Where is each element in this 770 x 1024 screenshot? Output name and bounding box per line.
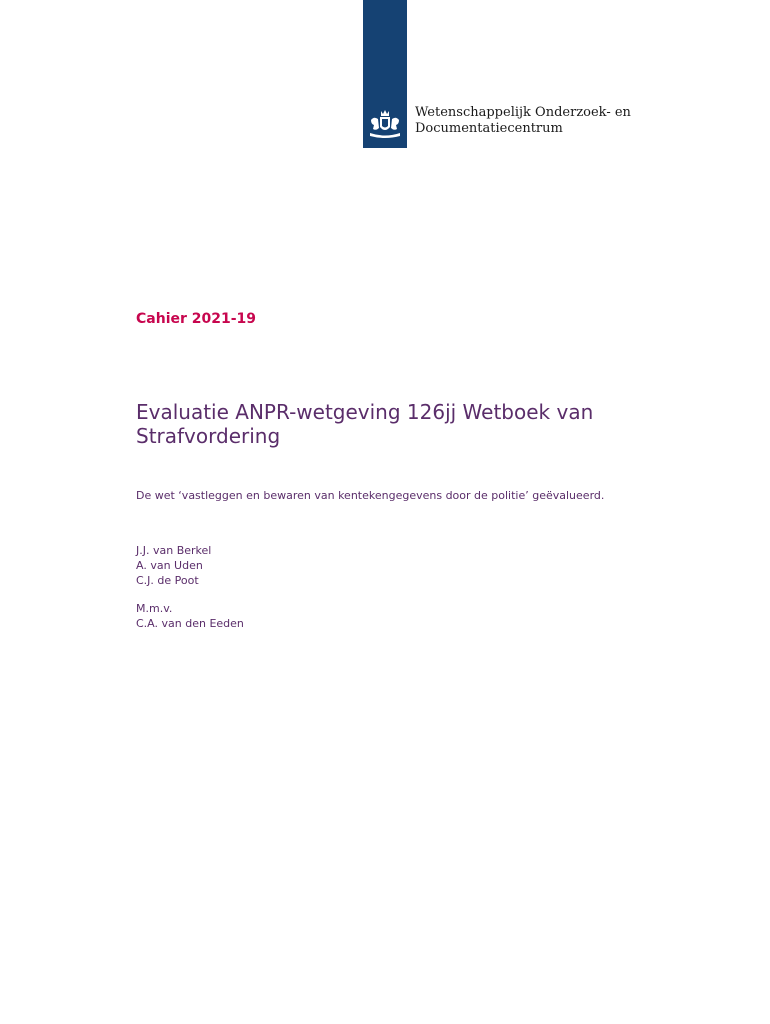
author-name: J.J. van Berkel [136, 544, 212, 557]
document-title: Evaluatie ANPR-wetgeving 126jj Wetboek van Strafvordering [136, 400, 594, 448]
contributor-name: C.A. van den Eeden [136, 617, 244, 630]
organization-name-line2: Documentatiecentrum [415, 121, 563, 136]
contributors-block [136, 601, 244, 631]
organization-name-line1: Wetenschappelijk Onderzoek- en [415, 105, 631, 120]
organization-name [415, 105, 631, 137]
contributors-label: M.m.v. [136, 602, 173, 615]
author-name: C.J. de Poot [136, 574, 199, 587]
series-label: Cahier 2021-19 [136, 311, 257, 327]
rijksoverheid-coat-of-arms-icon [366, 108, 404, 140]
logo-bar [363, 0, 407, 148]
author-name: A. van Uden [136, 559, 203, 572]
document-subtitle: De wet ‘vastleggen en bewaren van kentekengegevens door de politie’ geëvalueerd. [136, 489, 605, 502]
authors-list [136, 543, 211, 588]
